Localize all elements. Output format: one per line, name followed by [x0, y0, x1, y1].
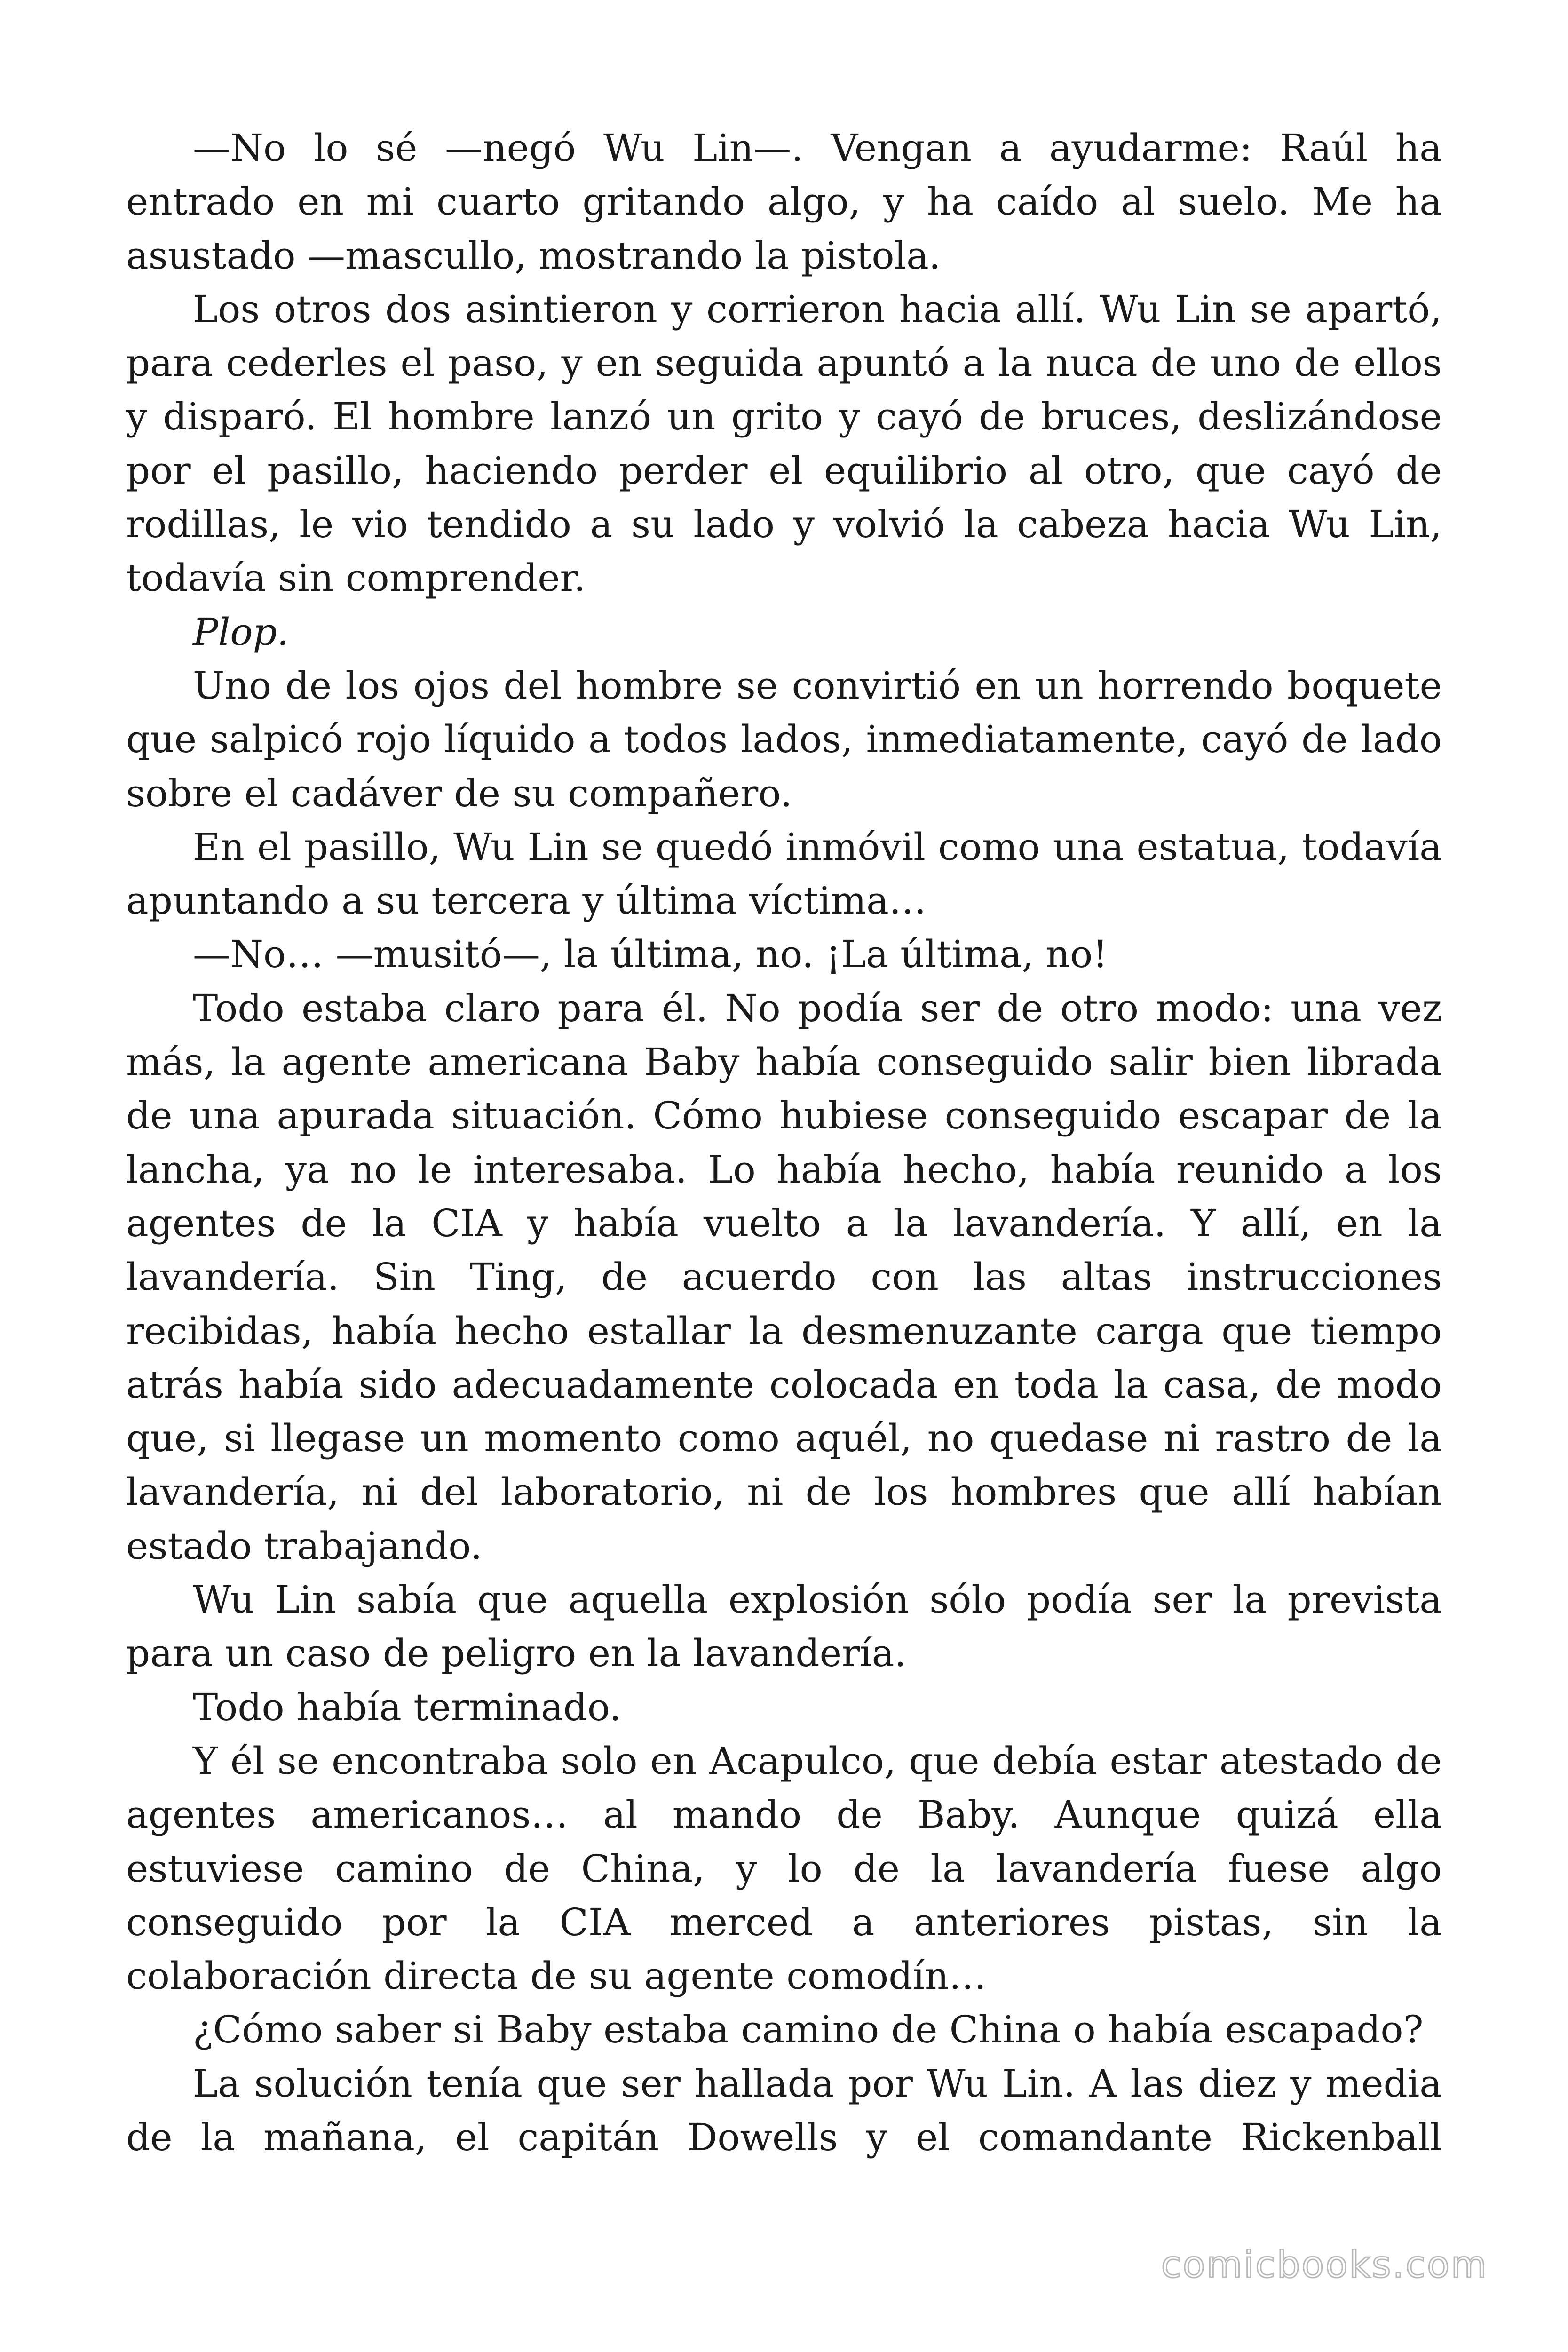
paragraph: Todo había terminado. — [193, 1685, 622, 1729]
paragraph: Y él se encontraba solo en Acapulco, que debía estar atestado de agentes americanos… al mando de Baby. Aunque quizá ella estuviese camino de China, y lo de la lavandería fuese algo conseguido por la CIA merced a anteriores pistas, sin la colaboración directa de su agente comodín… — [126, 1739, 1442, 1998]
paragraph: Todo estaba claro para él. No podía ser de otro modo: una vez más, la agente americana Baby había conseguido salir bien librada de una apurada situación. Cómo hubiese conseguido escapar de la lancha, ya no le interesaba. Lo había hecho, había reunido a los agentes de la CIA y había vuelto a la lavandería. Y allí, en la lavandería. Sin Ting, de acuerdo con las altas instrucciones recibidas, había hecho estallar la desmenuzante carga que tiempo atrás había sido adecuadamente colocada en toda la casa, de modo que, si llegase un momento como aquél, no quedase ni rastro de la lavandería, ni del laboratorio, ni de los hombres que allí habían estado trabajando. — [126, 986, 1442, 1568]
paragraph: —No lo sé —negó Wu Lin—. Vengan a ayudarme: Raúl ha entrado en mi cuarto gritando algo, y ha caído al suelo. Me ha asustado —mascullo, mostrando la pistola. — [126, 126, 1442, 278]
paragraph: Uno de los ojos del hombre se convirtió en un horrendo boquete que salpicó rojo líquido a todos lados, inmediatamente, cayó de lado sobre el cadáver de su compañero. — [126, 663, 1442, 815]
paragraph: Los otros dos asintieron y corrieron hacia allí. Wu Lin se apartó, para cederles el paso, y en seguida apuntó a la nuca de uno de ellos y disparó. El hombre lanzó un grito y cayó de bruces, deslizándose por el pasillo, haciendo perder el equilibrio al otro, que cayó de rodillas, le vio tendido a su lado y volvió la cabeza hacia Wu Lin, todavía sin comprender. — [126, 287, 1442, 600]
body-text — [126, 121, 1442, 2164]
paragraph: Wu Lin sabía que aquella explosión sólo podía ser la prevista para un caso de peligro en la lavandería. — [126, 1578, 1442, 1676]
italic-text: Plop. — [193, 610, 289, 654]
paragraph-italic — [126, 605, 1442, 659]
paragraph: La solución tenía que ser hallada por Wu Lin. A las diez y media de la mañana, el capitán Dowells y el comandante Rickenball — [126, 2061, 1442, 2159]
paragraph: —No… —musitó—, la última, no. ¡La última, no! — [193, 932, 1108, 977]
watermark: comicbooks.com — [1161, 2244, 1488, 2286]
paragraph: En el pasillo, Wu Lin se quedó inmóvil como una estatua, todavía apuntando a su tercera y última víctima… — [126, 825, 1442, 923]
paragraph: ¿Cómo saber si Baby estaba camino de China o había escapado? — [193, 2008, 1424, 2052]
